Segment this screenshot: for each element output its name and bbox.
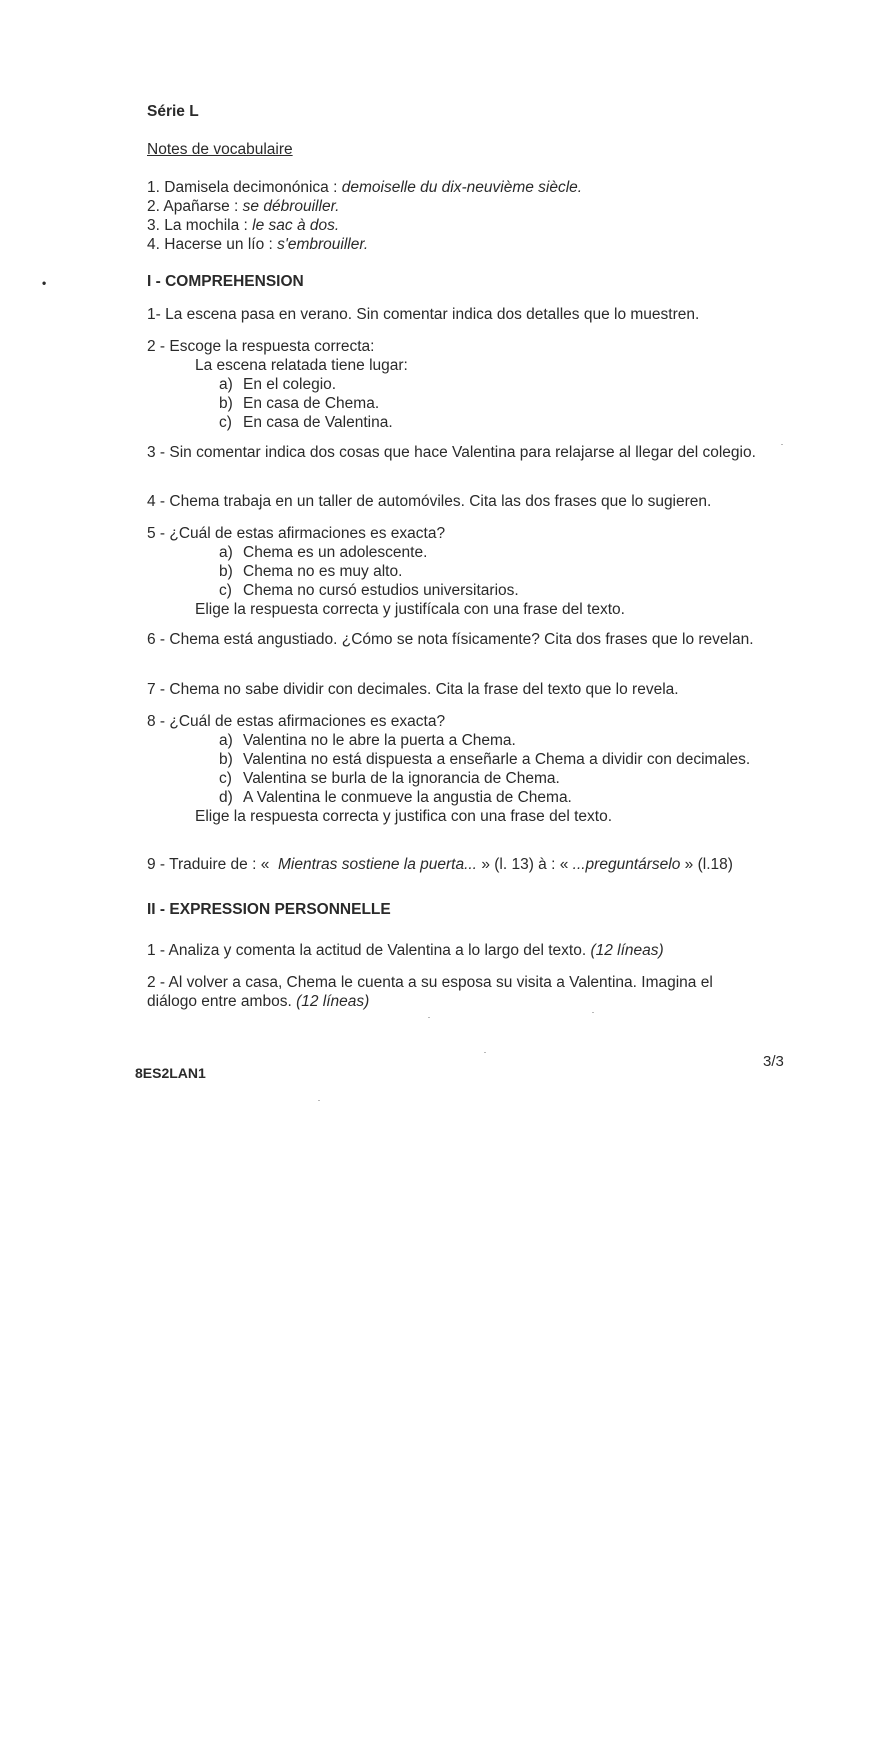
vocab-item: 3. La mochila : le sac à dos. [147,217,340,234]
page-number: 3/3 [763,1053,784,1070]
scan-speck [484,1052,486,1053]
vocab-item: 2. Apañarse : se débrouiller. [147,198,340,215]
question-2 [147,337,767,432]
question-5 [147,524,767,619]
option-item: b) Valentina no está dispuesta a enseñarle a Chema a dividir con decimales. [219,751,751,768]
vocab-item: 4. Hacerse un lío : s'embrouiller. [147,236,369,253]
question-5-stem: 5 - ¿Cuál de estas afirmaciones es exacta? [147,525,446,542]
question-8 [147,712,767,826]
section-comprehension-title: I - COMPREHENSION [147,273,304,290]
question-8-stem: 8 - ¿Cuál de estas afirmaciones es exacta? [147,713,446,730]
serie-label: Série L [147,103,199,120]
scan-speck [428,1017,430,1018]
question-4: 4 - Chema trabaja en un taller de automóviles. Cita las dos frases que lo sugieren. [147,493,712,510]
scan-speck [781,444,783,445]
question-7: 7 - Chema no sabe dividir con decimales. Cita la frase del texto que lo revela. [147,681,679,698]
exam-code: 8ES2LAN1 [135,1065,206,1081]
question-5-instruction: Elige la respuesta correcta y justifícala con una frase del texto. [195,601,625,618]
vocab-item: 1. Damisela decimonónica : demoiselle du dix-neuvième siècle. [147,179,583,196]
option-item: c) Valentina se burla de la ignorancia de Chema. [219,770,560,787]
question-2-sub: La escena relatada tiene lugar: [195,357,408,374]
question-6: 6 - Chema está angustiado. ¿Cómo se nota físicamente? Cita dos frases que lo revelan. [147,631,754,648]
question-2-stem: 2 - Escoge la respuesta correcta: [147,338,375,355]
vocab-title: Notes de vocabulaire [147,141,293,158]
question-3: 3 - Sin comentar indica dos cosas que hace Valentina para relajarse al llegar del colegio. [147,444,756,461]
section-expression-title: II - EXPRESSION PERSONNELLE [147,901,391,918]
option-item: d) A Valentina le conmueve la angustia de Chema. [219,789,572,806]
option-item: a) Chema es un adolescente. [219,544,428,561]
expression-question-1: 1 - Analiza y comenta la actitud de Valentina a lo largo del texto. (12 líneas) [147,942,664,959]
option-item: c) Chema no cursó estudios universitarios. [219,582,519,599]
margin-bullet-mark: • [42,276,47,290]
scan-speck [592,1012,594,1013]
vocab-list [147,178,787,254]
scan-speck [318,1100,320,1101]
expression-question-2: 2 - Al volver a casa, Chema le cuenta a su esposa su visita a Valentina. Imagina el diálogo entre ambos. (12 líneas) [147,974,713,1010]
option-item: a) En el colegio. [219,376,337,393]
question-8-instruction: Elige la respuesta correcta y justifica con una frase del texto. [195,808,612,825]
option-item: b) Chema no es muy alto. [219,563,403,580]
option-item: a) Valentina no le abre la puerta a Chema. [219,732,516,749]
option-item: c) En casa de Valentina. [219,414,393,431]
question-9: 9 - Traduire de : « Mientras sostiene la puerta... » (l. 13) à : « ...preguntárselo » (l.18) [147,856,733,873]
question-1: 1- La escena pasa en verano. Sin comentar indica dos detalles que lo muestren. [147,306,700,323]
option-item: b) En casa de Chema. [219,395,380,412]
